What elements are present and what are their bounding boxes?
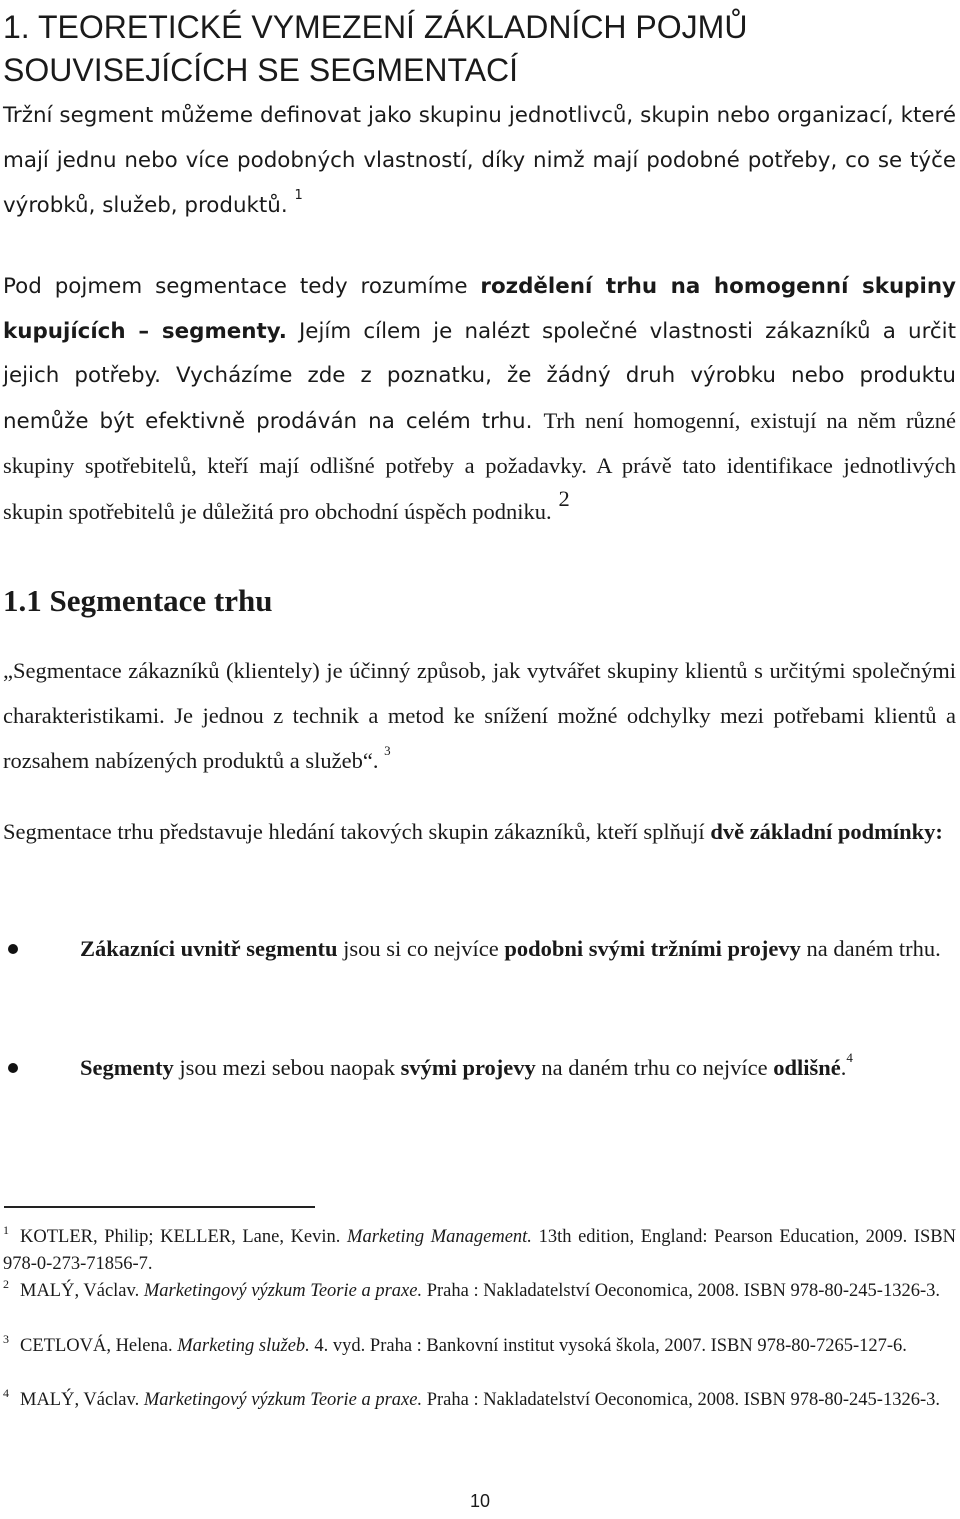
quote-text: „Segmentace zákazníků (klientely) je účinný způsob, jak vytvářet skupiny klientů s určitými společnými charakteristikami. Je jednou z technik a metod ke snížení možné odchylky mezi potřebami klientů a rozsahem nabízených produktů a služeb“. xyxy=(3,658,956,773)
definition-text-end: Trh není homogenní, existují na něm různé skupiny spotřebitelů, kteří mají odlišné potřeby a požadavky. A právě tato identifikace jednotlivých skupin spotřebitelů je důležitá pro obchodní úspěch podniku. xyxy=(3,407,956,524)
bullet-item-2-text xyxy=(80,1045,959,1094)
footnote-4-details: Praha : Nakladatelství Oeconomica, 2008. ISBN 978-80-245-1326-3. xyxy=(422,1390,941,1410)
quote-paragraph xyxy=(3,648,956,786)
footnote-1-author: KOTLER, Philip; KELLER, Lane, Kevin. xyxy=(20,1227,348,1247)
footnote-ref-1: 1 xyxy=(294,188,303,203)
intro-text: Tržní segment můžeme definovat jako skupinu jednotlivců, skupin nebo organizací, které mají jednu nebo více podobných vlastností, díky nimž mají podobné potřeby, co se týče výrobků, služeb, produktů. xyxy=(3,103,956,218)
bullet-2-bold-a: Segmenty xyxy=(80,1055,174,1080)
footnote-2-number: 2 xyxy=(3,1277,9,1291)
footnote-1 xyxy=(3,1224,956,1277)
bullet-2-text-b: na daném trhu co nejvíce xyxy=(535,1055,774,1080)
bullet-2-text-c: . xyxy=(840,1055,847,1080)
bullet-1-text-a: jsou si co nejvíce xyxy=(337,936,505,961)
bullet-icon xyxy=(8,1063,18,1073)
footnote-ref-4: 4 xyxy=(846,1050,853,1065)
footnote-4 xyxy=(3,1387,956,1414)
chapter-heading xyxy=(3,6,943,92)
bullet-2-bold-b: svými projevy xyxy=(400,1055,536,1080)
definition-bold-term: rozdělení trhu na homogenní skupiny kupujících – segmenty. xyxy=(3,274,956,344)
footnote-3-title: Marketing služeb. xyxy=(177,1336,310,1356)
footnote-separator xyxy=(4,1206,315,1208)
footnote-4-author: MALÝ, Václav. xyxy=(20,1390,144,1410)
bullet-1-bold-b: podobni svými tržními projevy xyxy=(504,936,801,961)
bullet-2-text-a: jsou mezi sebou naopak xyxy=(173,1055,401,1080)
footnote-4-title: Marketingový výzkum Teorie a praxe. xyxy=(143,1390,423,1410)
bullet-1-bold-a: Zákazníci uvnitř segmentu xyxy=(80,936,338,961)
intro-paragraph xyxy=(3,93,956,231)
footnote-3 xyxy=(3,1333,956,1360)
conditions-intro-paragraph xyxy=(3,809,956,854)
chapter-heading-line-2: SOUVISEJÍCÍCH SE SEGMENTACÍ xyxy=(3,52,519,88)
chapter-heading-line-1: 1. TEORETICKÉ VYMEZENÍ ZÁKLADNÍCH POJMŮ xyxy=(3,9,748,45)
conditions-intro-text: Segmentace trhu představuje hledání takových skupin zákazníků, kteří splňují xyxy=(3,819,711,844)
definition-text-start: Pod pojmem segmentace tedy rozumíme xyxy=(3,274,481,299)
footnote-ref-3: 3 xyxy=(384,743,391,758)
segmentation-definition-paragraph xyxy=(3,265,956,535)
footnote-2 xyxy=(3,1278,956,1305)
bullet-item-1-text xyxy=(80,926,959,972)
definition-text-middle: Jejím cílem je nalézt společné vlastnosti zákazníků a určit jejich potřeby. Vycházíme zde z poznatku, že žádný druh výrobku nebo produktu nemůže být efektivně prodáván na celém trhu. xyxy=(3,318,956,434)
footnote-4-number: 4 xyxy=(3,1386,9,1400)
footnote-3-author: CETLOVÁ, Helena. xyxy=(20,1336,178,1356)
bullet-icon xyxy=(8,944,18,954)
footnote-1-details: 13th edition, England: Pearson Education, 2009. ISBN 978-0-273-71856-7. xyxy=(3,1227,956,1274)
footnote-3-number: 3 xyxy=(3,1332,9,1346)
footnote-1-title: Marketing Management. xyxy=(347,1227,532,1247)
footnote-ref-2: 2 xyxy=(558,485,570,511)
bullet-1-text-b: na daném trhu. xyxy=(800,936,941,961)
footnote-2-title: Marketingový výzkum Teorie a praxe. xyxy=(143,1281,423,1301)
footnote-2-details: Praha : Nakladatelství Oeconomica, 2008. ISBN 978-80-245-1326-3. xyxy=(422,1281,941,1301)
section-heading: 1.1 Segmentace trhu xyxy=(3,583,273,618)
footnote-3-details: 4. vyd. Praha : Bankovní institut vysoká škola, 2007. ISBN 978-80-7265-127-6. xyxy=(309,1336,907,1356)
conditions-bold-text: dvě základní podmínky: xyxy=(710,819,943,844)
bullet-2-bold-c: odlišné xyxy=(773,1055,841,1080)
footnote-2-author: MALÝ, Václav. xyxy=(20,1281,144,1301)
footnote-1-number: 1 xyxy=(3,1223,9,1237)
page-number: 10 xyxy=(469,1491,491,1511)
